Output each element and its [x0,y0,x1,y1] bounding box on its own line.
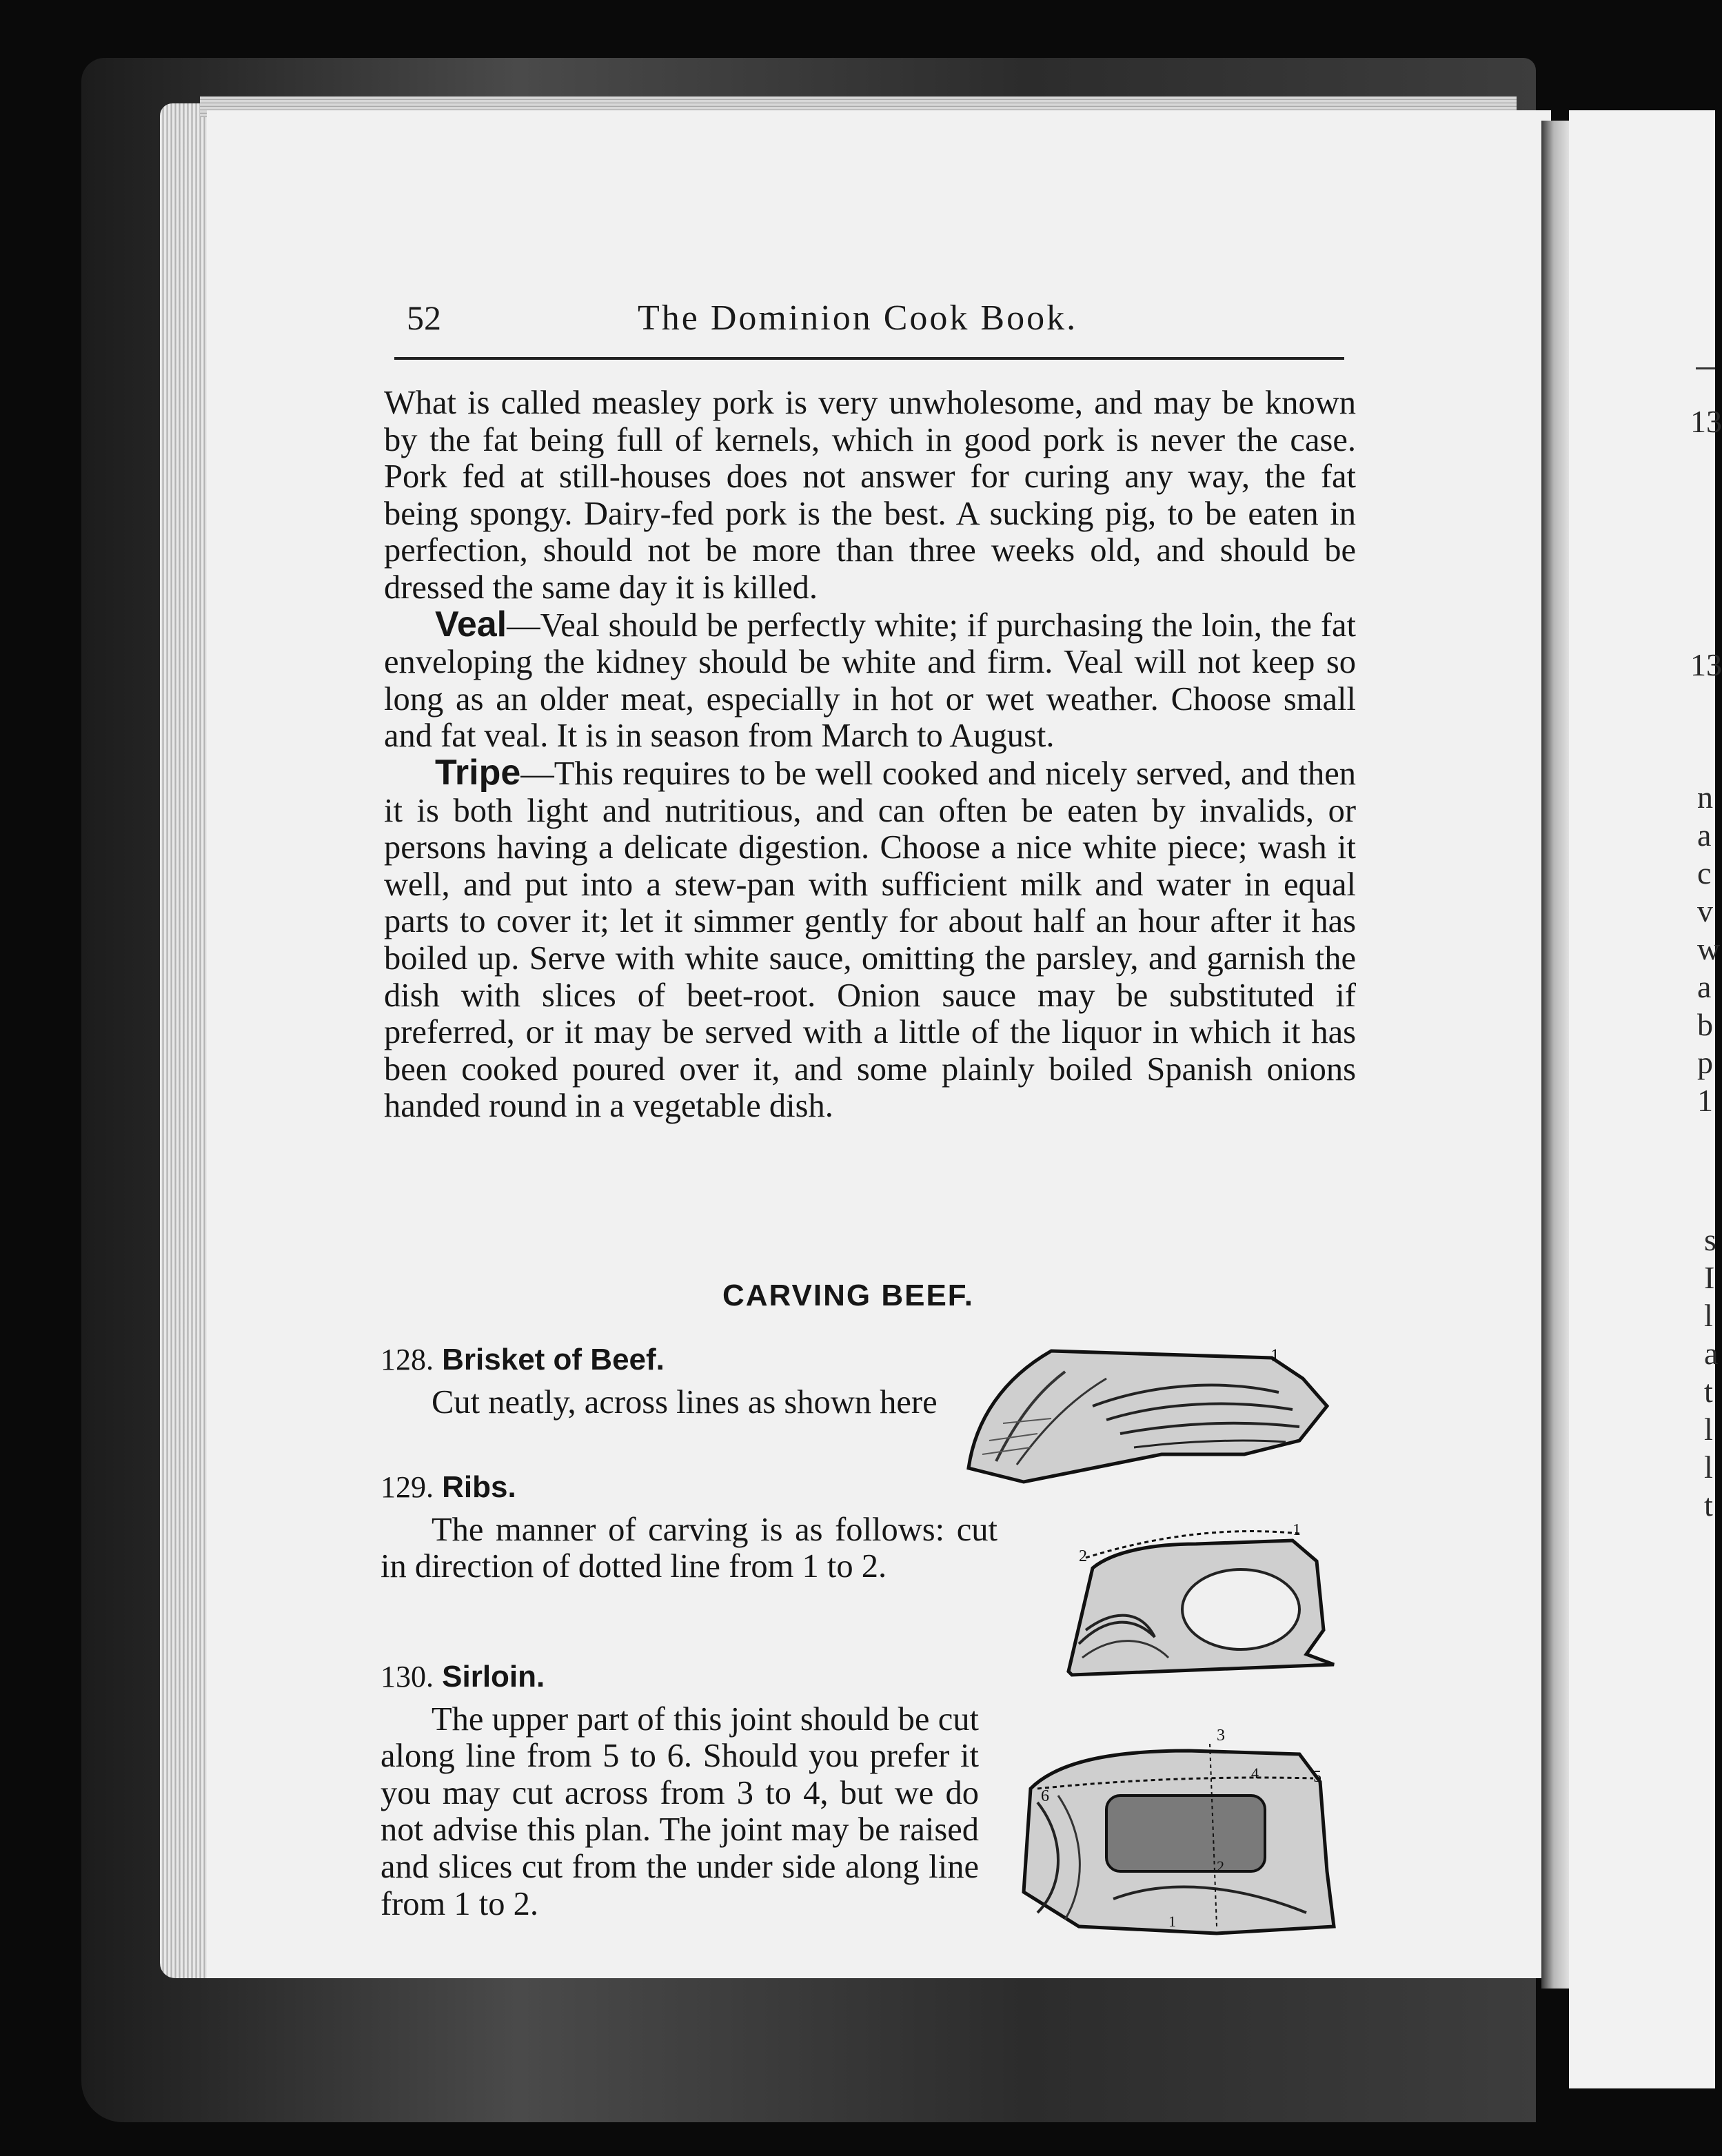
carving-beef-heading: CARVING BEEF. [722,1279,975,1312]
entry-title: Ribs. [442,1470,516,1504]
diagram-label: 1 [1168,1913,1176,1930]
facing-page-fragment: v [1697,893,1713,928]
veal-paragraph [384,604,1356,755]
facing-page-fragment: s [1704,1222,1716,1257]
diagram-label: 5 [1313,1768,1321,1786]
book-gutter [1541,121,1569,1989]
pork-paragraph: What is called measley pork is very unwholesome, and may be known by the fat being full of kernels, which in good pork is never the case. Pork fed at still-houses does not answer for curing any way, the fat being spongy. Dairy-fed pork is the best. A sucking pig, to be eaten in perfection, should not be more than three weeks old, and should be dressed the same day it is killed. [384,385,1356,606]
diagram-label: 2 [1079,1547,1087,1565]
facing-page-fragment: t [1704,1487,1713,1523]
entry-heading [381,1468,997,1506]
sirloin-illustration [1010,1720,1348,1940]
diagram-label: 1 [1270,1345,1279,1365]
entry-number: 128. [381,1343,434,1376]
facing-page-fragment: a [1697,817,1712,853]
diagram-label: 3 [1217,1727,1225,1745]
entry-text: The upper part of this joint should be cut along line from 5 to 6. Should you prefer it you may cut across from 3 to 4, but we do not advise this plan. The joint may be raised and slices cut from the under side along line from 1 to 2. [381,1700,979,1922]
diagram-label: 1 [1293,1521,1301,1539]
page-number: 52 [407,298,441,337]
facing-page-fragment: l [1704,1412,1713,1447]
entry-text: The manner of carving is as follows: cut in direction of dotted line from 1 to 2. [381,1511,997,1585]
diagram-label: 2 [1217,1858,1224,1875]
header-rule [394,357,1344,360]
diagram-label: 4 [1251,1765,1259,1782]
facing-page-fragment: l [1704,1298,1713,1333]
veal-text: —Veal should be perfectly white; if purchasing the loin, the fat enveloping the kidney should be white and firm. Veal will not keep so long as an older meat, especially in hot or wet weather. Choose small and fat veal. It is in season from March to August. [384,607,1356,755]
facing-page-rule [1696,367,1715,369]
entry-title: Brisket of Beef. [442,1343,665,1376]
facing-page-fragment: 13 [1690,404,1722,439]
facing-page-fragment: w [1697,931,1721,966]
tripe-text: —This requires to be well cooked and nicely served, and then it is both light and nutritious, and can often be eaten by invalids, or persons having a delicate digestion. Choose a nice white piece; wash it well, and put into a stew-pan with sufficient milk and water in equal parts to cover it; let it simmer gently for about half an hour after it has boiled up. Serve with white sauce, omitting the parsley, and garnish the dish with slices of beet-root. Onion sauce may be substituted if preferred, or it may be served with a little of the liquor in which it has been cooked poured over it, and some plainly boiled Spanish onions handed round in a vegetable dish. [384,755,1356,1125]
entry-number: 129. [381,1470,434,1504]
facing-page-fragment: 13 [1690,647,1722,682]
diagram-label: 6 [1041,1787,1049,1805]
brisket-illustration [955,1337,1341,1496]
facing-page-fragment: t [1704,1374,1713,1409]
entry-sirloin [381,1658,979,1922]
veal-heading: Veal [435,604,507,644]
entry-ribs [381,1468,997,1585]
entry-brisket [381,1341,939,1421]
facing-page-fragment: l [1704,1450,1713,1485]
tripe-paragraph [384,752,1356,1125]
facing-page-fragment: a [1704,1336,1719,1371]
running-title: The Dominion Cook Book. [638,298,1078,338]
entry-heading [381,1658,979,1696]
tripe-heading: Tripe [435,752,521,793]
body-text [384,385,1356,1125]
entry-number: 130. [381,1660,434,1694]
facing-page-fragment: b [1697,1007,1713,1042]
facing-page-fragment: p [1697,1045,1713,1080]
facing-page-fragment: I [1704,1260,1715,1295]
entry-text: Cut neatly, across lines as shown here [432,1383,938,1421]
entry-heading [381,1341,939,1379]
facing-page-fragment: n [1697,780,1713,815]
facing-page-fragment: c [1697,855,1712,891]
facing-page-fragment: a [1697,969,1712,1004]
entry-title: Sirloin. [442,1660,545,1694]
ribs-illustration [1058,1513,1348,1692]
facing-page-fragment: 1 [1697,1083,1713,1118]
